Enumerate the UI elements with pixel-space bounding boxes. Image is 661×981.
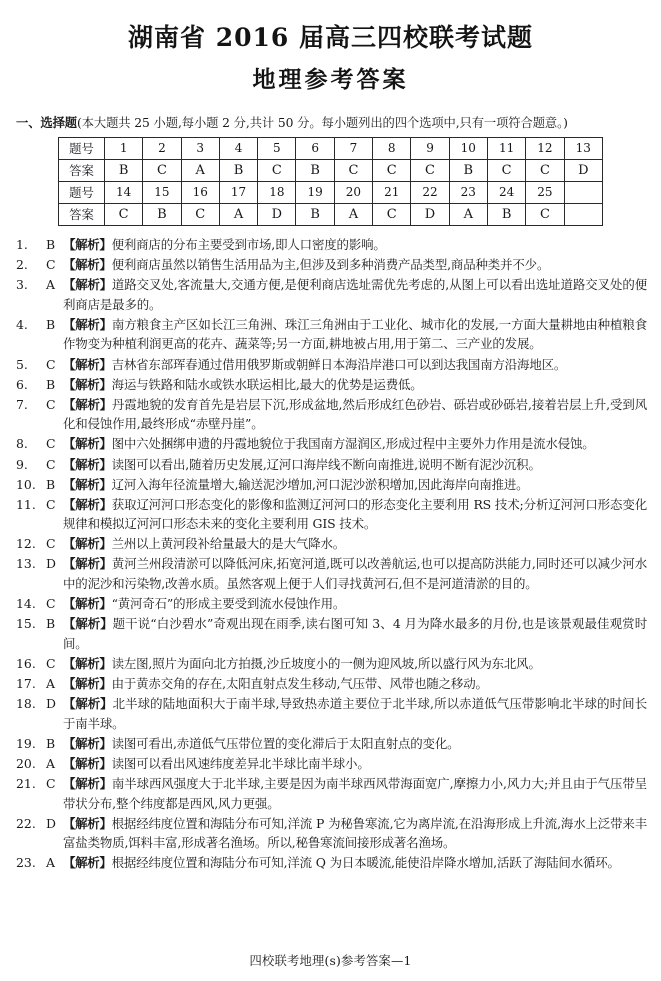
cell-number: 13 (564, 137, 602, 159)
explanation-item (16, 654, 647, 674)
cell-answer: D (258, 203, 296, 225)
explanation-text: 北半球的陆地面积大于南半球,导致热赤道主要位于北半球,所以赤道低气压带影响北半球的时间长于南半球。 (63, 696, 647, 731)
cell-number: 6 (296, 137, 334, 159)
explanation-body (63, 674, 647, 694)
cell-number: 8 (373, 137, 411, 159)
cell-answer: B (487, 203, 525, 225)
explanation-tag: 【解析】 (63, 496, 112, 512)
cell-answer: C (181, 203, 219, 225)
explanation-body (63, 315, 647, 354)
cell-answer: D (564, 159, 602, 181)
cell-answer: B (449, 159, 487, 181)
explanation-number: 3. (16, 277, 28, 293)
explanation-number: 23. (16, 855, 36, 871)
explanation-answer-key: B (46, 376, 56, 392)
explanation-answer-key: A (46, 277, 55, 293)
answer-table-body (59, 137, 603, 225)
explanation-answer-key: C (46, 396, 56, 412)
explanation-tag: 【解析】 (63, 436, 112, 452)
cell-number: 11 (487, 137, 525, 159)
explanation-text: 读图可以看出,随着历史发展,辽河口海岸线不断向南推进,说明不断有泥沙沉积。 (111, 456, 541, 472)
explanation-body (63, 614, 647, 653)
row-header-number-1: 题号 (59, 137, 105, 159)
explanation-body (63, 495, 647, 534)
explanation-item (16, 255, 647, 275)
cell-number: 21 (373, 181, 411, 203)
explanation-answer-key: D (46, 696, 56, 712)
explanation-item (16, 455, 647, 475)
explanation-text: 黄河兰州段清淤可以降低河床,拓宽河道,既可以改善航运,也可以提高防洪能力,同时还可以减少河水中的泥沙和污染物,改善水质。虽然客观上便于人们寻找黄河石,但不是河道清淤的目的。 (63, 556, 647, 592)
explanation-body (63, 534, 647, 554)
explanation-number: 16. (16, 655, 36, 671)
cell-answer: C (526, 159, 564, 181)
explanation-number: 14. (16, 596, 36, 612)
explanation-answer-key: A (46, 855, 55, 871)
explanation-body (63, 455, 647, 475)
explanation-item (16, 694, 647, 733)
cell-answer: A (449, 203, 487, 225)
explanation-tag: 【解析】 (63, 376, 112, 392)
explanation-tag: 【解析】 (63, 277, 112, 293)
explanation-answer-key: C (46, 536, 56, 552)
explanation-tag: 【解析】 (63, 755, 112, 771)
explanation-text: 便利商店的分布主要受到市场,即人口密度的影响。 (111, 236, 386, 252)
explanation-number: 15. (16, 616, 36, 632)
cell-number: 23 (449, 181, 487, 203)
explanation-body (63, 594, 647, 614)
explanation-body (63, 754, 647, 774)
cell-answer: B (219, 159, 257, 181)
explanation-text: 便利商店虽然以销售生活用品为主,但涉及到多种消费产品类型,商品种类并不少。 (111, 257, 550, 273)
explanation-body (63, 853, 647, 873)
explanation-tag: 【解析】 (63, 456, 112, 472)
explanation-tag: 【解析】 (63, 855, 112, 871)
cell-number: 22 (411, 181, 449, 203)
explanation-text: 南半球西风强度大于北半球,主要是因为南半球西风带海面宽广,摩擦力小,风力大;并且由于气压带呈带状分布,整个纬度都是西风,风力更强。 (63, 776, 647, 811)
cell-answer: C (258, 159, 296, 181)
explanation-item (16, 814, 647, 853)
cell-answer: D (411, 203, 449, 225)
explanation-number: 7. (16, 396, 28, 412)
explanation-tag: 【解析】 (63, 356, 112, 372)
explanation-body (63, 255, 647, 275)
explanation-answer-key: C (46, 496, 56, 512)
explanation-answer-key: C (46, 596, 56, 612)
cell-number: 1 (105, 137, 143, 159)
cell-answer: C (143, 159, 181, 181)
table-row-answers-2 (59, 203, 603, 225)
explanation-item (16, 674, 647, 694)
explanation-tag: 【解析】 (63, 776, 112, 792)
cell-number: 24 (487, 181, 525, 203)
explanation-answer-key: C (46, 655, 56, 671)
explanation-body (63, 774, 647, 813)
explanation-item (16, 594, 647, 614)
explanation-body (63, 375, 647, 395)
explanation-text: 图中六处捆绑申遗的丹霞地貌位于我国南方湿润区,形成过程中主要外力作用是流水侵蚀。 (111, 436, 595, 452)
explanation-text: 道路交叉处,客流量大,交通方便,是便利商店选址需优先考虑的,从图上可以看出选址道路交叉处的便利商店是最多的。 (63, 277, 647, 312)
explanation-text: 南方粮食主产区如长江三角洲、珠江三角洲由于工业化、城市化的发展,一方面大量耕地由种植粮食作物变为种植利润更高的花卉、蔬菜等;另一方面,耕地被占用,用于第二、三产业的发展。 (63, 316, 648, 352)
table-row-answers-1 (59, 159, 603, 181)
cell-number: 14 (105, 181, 143, 203)
explanation-answer-key: B (46, 476, 56, 492)
cell-number: 18 (258, 181, 296, 203)
explanation-item (16, 235, 647, 255)
explanation-item (16, 534, 647, 554)
cell-answer: C (334, 159, 372, 181)
explanation-body (63, 554, 647, 593)
explanation-number: 6. (16, 376, 28, 392)
explanation-text: 海运与铁路和陆水或铁水联运相比,最大的优势是运费低。 (111, 376, 423, 392)
explanation-number: 19. (16, 735, 36, 751)
explanation-answer-key: B (46, 735, 56, 751)
row-header-answer-2: 答案 (59, 203, 105, 225)
explanation-tag: 【解析】 (63, 616, 113, 632)
explanation-answer-key: C (46, 456, 56, 472)
page-subtitle: 地理参考答案 (252, 67, 409, 94)
explanation-body (63, 434, 647, 454)
explanation-answer-key: B (46, 236, 56, 252)
explanation-body (63, 395, 647, 434)
explanation-number: 5. (16, 356, 28, 372)
explanation-text: 吉林省东部珲春通过借用俄罗斯或朝鲜日本海沿岸港口可以到达我国南方沿海地区。 (111, 356, 567, 372)
cell-number: 12 (526, 137, 564, 159)
explanation-number: 13. (16, 556, 36, 572)
explanation-text: 读图可以看出风速纬度差异北半球比南半球小。 (111, 755, 370, 771)
explanation-answer-key: B (46, 316, 56, 332)
explanation-answer-key: C (46, 776, 56, 792)
explanation-number: 20. (16, 755, 36, 771)
answer-key-table (58, 137, 603, 226)
explanation-text: 兰州以上黄河段补给量最大的是大气降水。 (111, 536, 346, 552)
explanation-item (16, 614, 647, 653)
cell-number: 2 (143, 137, 181, 159)
cell-answer: A (219, 203, 257, 225)
cell-answer: C (411, 159, 449, 181)
explanation-tag: 【解析】 (63, 556, 112, 572)
explanation-body (63, 275, 647, 314)
explanation-body (63, 814, 647, 853)
explanation-number: 8. (16, 436, 28, 452)
cell-answer: C (105, 203, 143, 225)
explanation-tag: 【解析】 (63, 596, 112, 612)
cell-answer: C (373, 159, 411, 181)
explanation-tag: 【解析】 (63, 257, 112, 273)
cell-number: 15 (143, 181, 181, 203)
explanation-answer-key: C (46, 356, 56, 372)
explanation-text: 由于黄赤交角的存在,太阳直射点发生移动,气压带、风带也随之移动。 (111, 676, 488, 692)
cell-number: 4 (219, 137, 257, 159)
explanation-tag: 【解析】 (63, 696, 113, 712)
explanation-body (63, 475, 647, 495)
cell-number: 25 (526, 181, 564, 203)
explanation-text: 根据经纬度位置和海陆分布可知,洋流 Q 为日本暖流,能使沿岸降水增加,活跃了海陆间水循环。 (111, 855, 620, 871)
cell-answer: A (334, 203, 372, 225)
explanation-text: “黄河奇石”的形成主要受到流水侵蚀作用。 (111, 596, 346, 612)
section-label: 一、选择题 (16, 115, 77, 130)
explanation-text: 根据经纬度位置和海陆分布可知,洋流 P 为秘鲁寒流,它为离岸流,在沿海形成上升流,海水上泛带来丰富盐类物质,饵料丰富,形成著名渔场。所以,秘鲁寒流间接形成著名渔场。 (63, 815, 647, 851)
explanation-number: 11. (16, 496, 36, 512)
explanation-item (16, 475, 647, 495)
explanation-answer-key: B (46, 616, 56, 632)
page-footer: 四校联考地理(s)参考答案—1 (249, 954, 412, 968)
cell-number: 19 (296, 181, 334, 203)
explanation-text: 获取辽河河口形态变化的影像和监测辽河河口的形态变化主要利用 RS 技术;分析辽河河口形态变化规律和模拟辽河河口形态未来的变化主要利用 GIS 技术。 (63, 496, 647, 532)
cell-answer: C (373, 203, 411, 225)
explanation-tag: 【解析】 (63, 815, 112, 831)
explanation-text: 题干说“白沙碧水”奇观出现在雨季,读右图可知 3、4 月为降水最多的月份,也是该景观最佳观赏时间。 (63, 616, 647, 651)
explanation-answer-key: A (46, 755, 55, 771)
explanation-tag: 【解析】 (63, 735, 112, 751)
cell-number: 20 (334, 181, 372, 203)
answer-table-wrap (14, 137, 647, 226)
explanation-number: 2. (16, 257, 28, 273)
explanation-list (14, 235, 647, 873)
explanation-tag: 【解析】 (63, 676, 112, 692)
section-heading (16, 115, 647, 132)
cell-answer: B (143, 203, 181, 225)
cell-answer: B (105, 159, 143, 181)
table-row-numbers-1 (59, 137, 603, 159)
explanation-number: 22. (16, 815, 36, 831)
section-note: (本大题共 25 小题,每小题 2 分,共计 50 分。每小题列出的四个选项中,只有一项符合题意。) (77, 116, 568, 130)
explanation-item (16, 554, 647, 593)
cell-number: 17 (219, 181, 257, 203)
explanation-item (16, 774, 647, 813)
explanation-tag: 【解析】 (63, 536, 112, 552)
explanation-item (16, 395, 647, 434)
explanation-body (63, 235, 647, 255)
row-header-answer-1: 答案 (59, 159, 105, 181)
explanation-item (16, 275, 647, 314)
cell-number-blank (564, 181, 602, 203)
explanation-item (16, 355, 647, 375)
explanation-number: 12. (16, 536, 36, 552)
explanation-number: 10. (16, 476, 36, 492)
explanation-tag: 【解析】 (63, 476, 112, 492)
cell-answer-blank (564, 203, 602, 225)
explanation-item (16, 375, 647, 395)
explanation-answer-key: C (46, 257, 56, 273)
explanation-item (16, 495, 647, 534)
cell-answer: B (296, 159, 334, 181)
table-row-numbers-2 (59, 181, 603, 203)
explanation-number: 17. (16, 676, 36, 692)
explanation-text: 辽河入海年径流量增大,输送泥沙增加,河口泥沙淤积增加,因此海岸向南推进。 (111, 476, 529, 492)
explanation-answer-key: D (46, 556, 56, 572)
cell-answer: C (487, 159, 525, 181)
explanation-item (16, 315, 647, 354)
explanation-item (16, 754, 647, 774)
explanation-text: 读图可看出,赤道低气压带位置的变化滞后于太阳直射点的变化。 (111, 735, 460, 751)
answer-sheet-page (0, 22, 661, 981)
explanation-tag: 【解析】 (63, 396, 112, 412)
page-title: 湖南省 2016 届高三四校联考试题 (128, 23, 533, 52)
explanation-number: 21. (16, 776, 36, 792)
cell-number: 7 (334, 137, 372, 159)
explanation-answer-key: D (46, 815, 56, 831)
explanation-text: 丹霞地貌的发育首先是岩层下沉,形成盆地,然后形成红色砂岩、砾岩或砂砾岩,接着岩层上升,受到风化和侵蚀作用,最终形成“赤壁丹崖”。 (63, 396, 647, 432)
cell-number: 3 (181, 137, 219, 159)
explanation-number: 4. (16, 316, 28, 332)
explanation-body (63, 355, 647, 375)
explanation-text: 读左图,照片为面向北方拍摄,沙丘坡度小的一侧为迎风坡,所以盛行风为东北风。 (111, 655, 541, 671)
explanation-tag: 【解析】 (63, 655, 112, 671)
explanation-body (63, 734, 647, 754)
explanation-number: 1. (16, 236, 28, 252)
explanation-answer-key: A (46, 676, 55, 692)
row-header-number-2: 题号 (59, 181, 105, 203)
cell-number: 9 (411, 137, 449, 159)
cell-answer: A (181, 159, 219, 181)
cell-number: 10 (449, 137, 487, 159)
explanation-item (16, 853, 647, 873)
explanation-number: 18. (16, 696, 36, 712)
explanation-tag: 【解析】 (63, 236, 112, 252)
explanation-item (16, 434, 647, 454)
explanation-body (63, 694, 647, 733)
cell-answer: B (296, 203, 334, 225)
explanation-number: 9. (16, 456, 28, 472)
explanation-item (16, 734, 647, 754)
cell-answer: C (526, 203, 564, 225)
cell-number: 5 (258, 137, 296, 159)
explanation-answer-key: C (46, 436, 56, 452)
explanation-tag: 【解析】 (63, 316, 112, 332)
cell-number: 16 (181, 181, 219, 203)
explanation-body (63, 654, 647, 674)
